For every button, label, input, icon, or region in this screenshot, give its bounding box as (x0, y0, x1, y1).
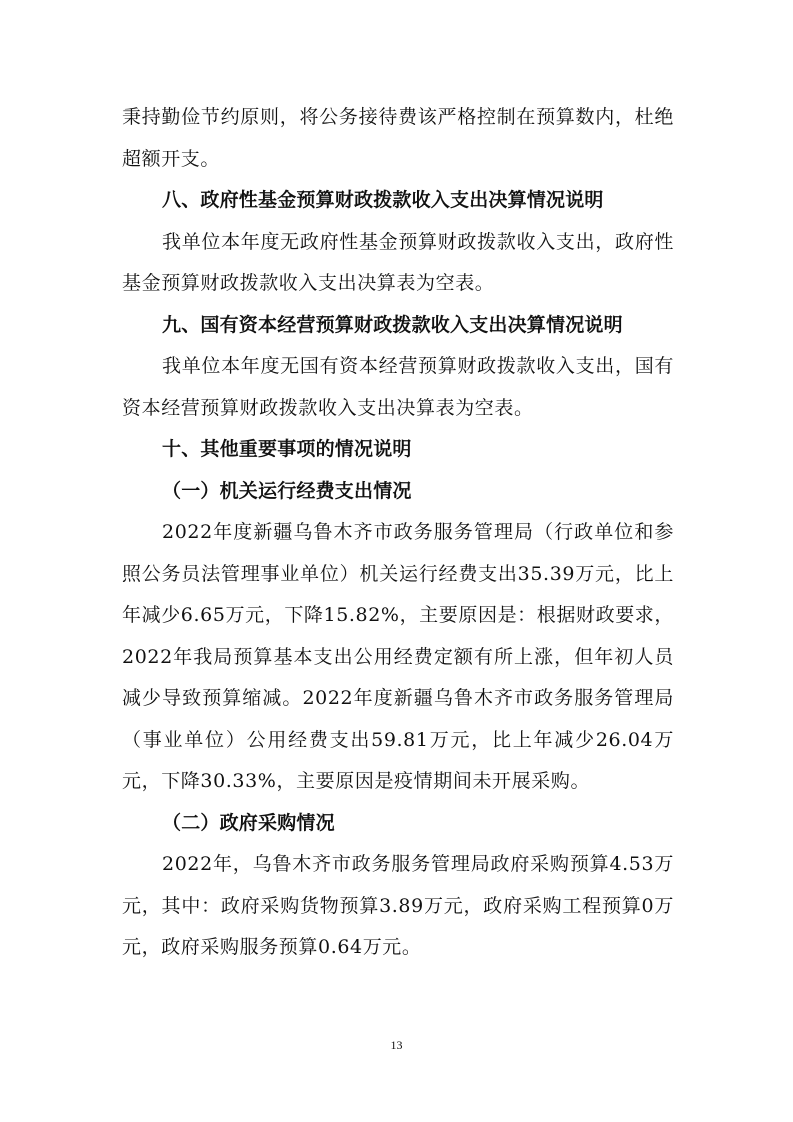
heading-section-9: 九、国有资本经营预算财政拨款收入支出决算情况说明 (162, 313, 623, 336)
document-body (122, 97, 674, 969)
heading-section-10: 十、其他重要事项的情况说明 (162, 438, 412, 460)
paragraph-section-9: 我单位本年度无国有资本经营预算财政拨款收入支出，国有资本经营预算财政拨款收入支出决算表为空表。 (122, 355, 674, 419)
page-number: 13 (390, 1038, 403, 1052)
subheading-operating-expenses: （一）机关运行经费支出情况 (162, 479, 412, 502)
paragraph-frugality-tail: 秉持勤俭节约原则，将公务接待费该严格控制在预算数内，杜绝超额开支。 (122, 106, 674, 170)
paragraph-government-procurement: 2022年，乌鲁木齐市政务服务管理局政府采购预算4.53万元，其中：政府采购货物预算3.89万元，政府采购工程预算0万元，政府采购服务预算0.64万元。 (122, 853, 674, 958)
paragraph-operating-expenses: 2022年度新疆乌鲁木齐市政务服务管理局（行政单位和参照公务员法管理事业单位）机关运行经费支出35.39万元，比上年减少6.65万元，下降15.82%，主要原因是：根据财政要求，2022年我局预算基本支出公用经费定额有所上涨，但年初人员减少导致预算缩减。2022年度新疆乌鲁木齐市政务服务管理局（事业单位）公用经费支出59.81万元，比上年减少26.04万元，下降30.33%，主要原因是疫情期间未开展采购。 (122, 521, 674, 792)
subheading-government-procurement: （二）政府采购情况 (162, 811, 335, 834)
heading-section-8: 八、政府性基金预算财政拨款收入支出决算情况说明 (162, 189, 604, 211)
paragraph-section-8: 我单位本年度无政府性基金预算财政拨款收入支出，政府性基金预算财政拨款收入支出决算表为空表。 (122, 230, 674, 294)
